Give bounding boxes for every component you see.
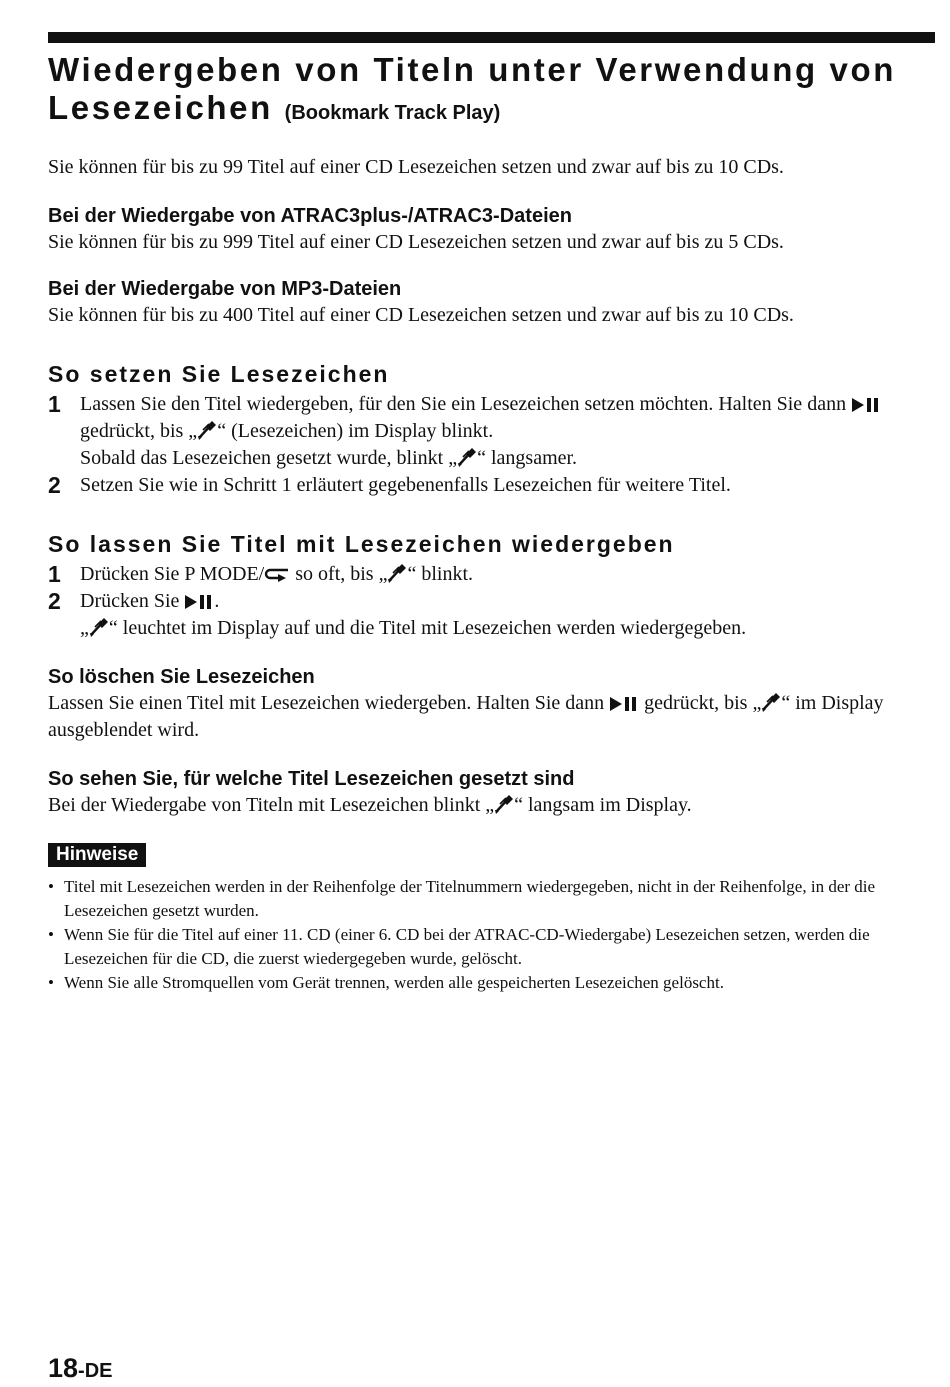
step-number: 2 <box>48 472 61 498</box>
bullet: • <box>48 925 54 944</box>
view-bookmark-text: Bei der Wiedergabe von Titeln mit Lesezeichen blinkt „ “ langsam im Display. <box>48 794 692 816</box>
step-number: 1 <box>48 561 61 587</box>
set-bookmark-section <box>48 359 935 499</box>
page-title-main: Wiedergeben von Titeln unter Verwendung von Lesezeichen <box>48 51 896 126</box>
step-text: Setzen Sie wie in Schritt 1 erläutert gegebenenfalls Lesezeichen für weitere Titel. <box>80 474 731 496</box>
atrac-block <box>48 203 935 256</box>
intro-text: Sie können für bis zu 99 Titel auf einer CD Lesezeichen setzen und zwar auf bis zu 10 CDs. <box>48 156 784 178</box>
step-item <box>48 561 935 588</box>
note-item <box>48 923 935 971</box>
bookmark-icon <box>387 562 407 584</box>
delete-bookmark-section <box>48 664 935 744</box>
delete-bookmark-text: Lassen Sie einen Titel mit Lesezeichen wiedergeben. Halten Sie dann gedrückt, bis „ “ im Display ausgeblendet wird. <box>48 692 884 741</box>
step-item <box>48 588 935 642</box>
notes-badge: Hinweise <box>48 843 146 867</box>
bullet: • <box>48 877 54 896</box>
bullet: • <box>48 973 54 992</box>
play-pause-icon <box>184 593 214 611</box>
bookmark-icon <box>89 616 109 638</box>
delete-bookmark-heading: So löschen Sie Lesezeichen <box>48 666 315 688</box>
page-number-value: 18 <box>48 1353 79 1383</box>
note-text: Titel mit Lesezeichen werden in der Reihenfolge der Titelnummern wiedergegeben, nicht in der Reihenfolge, in der die Lesezeichen gesetzt wurden. <box>64 877 876 920</box>
set-bookmark-steps <box>48 391 935 499</box>
mp3-block <box>48 276 935 329</box>
bookmark-icon <box>761 691 781 713</box>
play-bookmark-heading: So lassen Sie Titel mit Lesezeichen wiedergeben <box>48 531 675 557</box>
step-number: 1 <box>48 391 61 417</box>
repeat-icon <box>264 566 290 584</box>
page <box>48 32 935 995</box>
step-item <box>48 391 935 472</box>
page-title <box>48 51 935 132</box>
page-number <box>48 1352 113 1387</box>
notes-list <box>48 875 935 995</box>
atrac-text: Sie können für bis zu 999 Titel auf einer CD Lesezeichen setzen und zwar auf bis zu 5 CDs. <box>48 231 784 253</box>
set-bookmark-heading: So setzen Sie Lesezeichen <box>48 361 390 387</box>
view-bookmark-heading: So sehen Sie, für welche Titel Lesezeichen gesetzt sind <box>48 768 575 790</box>
step-text: Drücken Sie P MODE/ so oft, bis „ “ blinkt. <box>80 563 474 585</box>
play-pause-icon <box>851 396 881 414</box>
play-bookmark-steps <box>48 561 935 642</box>
play-bookmark-section <box>48 529 935 642</box>
bookmark-icon <box>457 446 477 468</box>
step-text: Drücken Sie . „ “ leuchtet im Display auf und die Titel mit Lesezeichen werden wiedergegeben. <box>80 590 747 639</box>
note-text: Wenn Sie alle Stromquellen vom Gerät trennen, werden alle gespeicherten Lesezeichen gelöscht. <box>64 973 724 992</box>
note-text: Wenn Sie für die Titel auf einer 11. CD (einer 6. CD bei der ATRAC-CD-Wiedergabe) Lesezeichen setzen, werden die Lesezeichen für die CD, die zuerst wiedergegeben wurde, gelöscht. <box>64 925 870 968</box>
atrac-heading: Bei der Wiedergabe von ATRAC3plus-/ATRAC3-Dateien <box>48 205 572 227</box>
mp3-text: Sie können für bis zu 400 Titel auf einer CD Lesezeichen setzen und zwar auf bis zu 10 CDs. <box>48 304 794 326</box>
header-rule <box>48 32 935 43</box>
step-item <box>48 472 935 499</box>
note-item <box>48 875 935 923</box>
note-item <box>48 971 935 995</box>
bookmark-icon <box>197 419 217 441</box>
mp3-heading: Bei der Wiedergabe von MP3-Dateien <box>48 278 402 300</box>
step-text: Lassen Sie den Titel wiedergeben, für den Sie ein Lesezeichen setzen möchten. Halten Sie dann gedrückt, bis „ “ (Lesezeichen) im Display blinkt. Sobald das Lesezeichen gesetzt wurde, blinkt „ “ langsamer. <box>80 391 935 472</box>
view-bookmark-section <box>48 766 935 819</box>
step-number: 2 <box>48 588 61 614</box>
page-number-suffix: -DE <box>78 1360 113 1382</box>
page-title-sub: (Bookmark Track Play) <box>284 102 501 124</box>
bookmark-icon <box>494 793 514 815</box>
play-pause-icon <box>609 695 639 713</box>
